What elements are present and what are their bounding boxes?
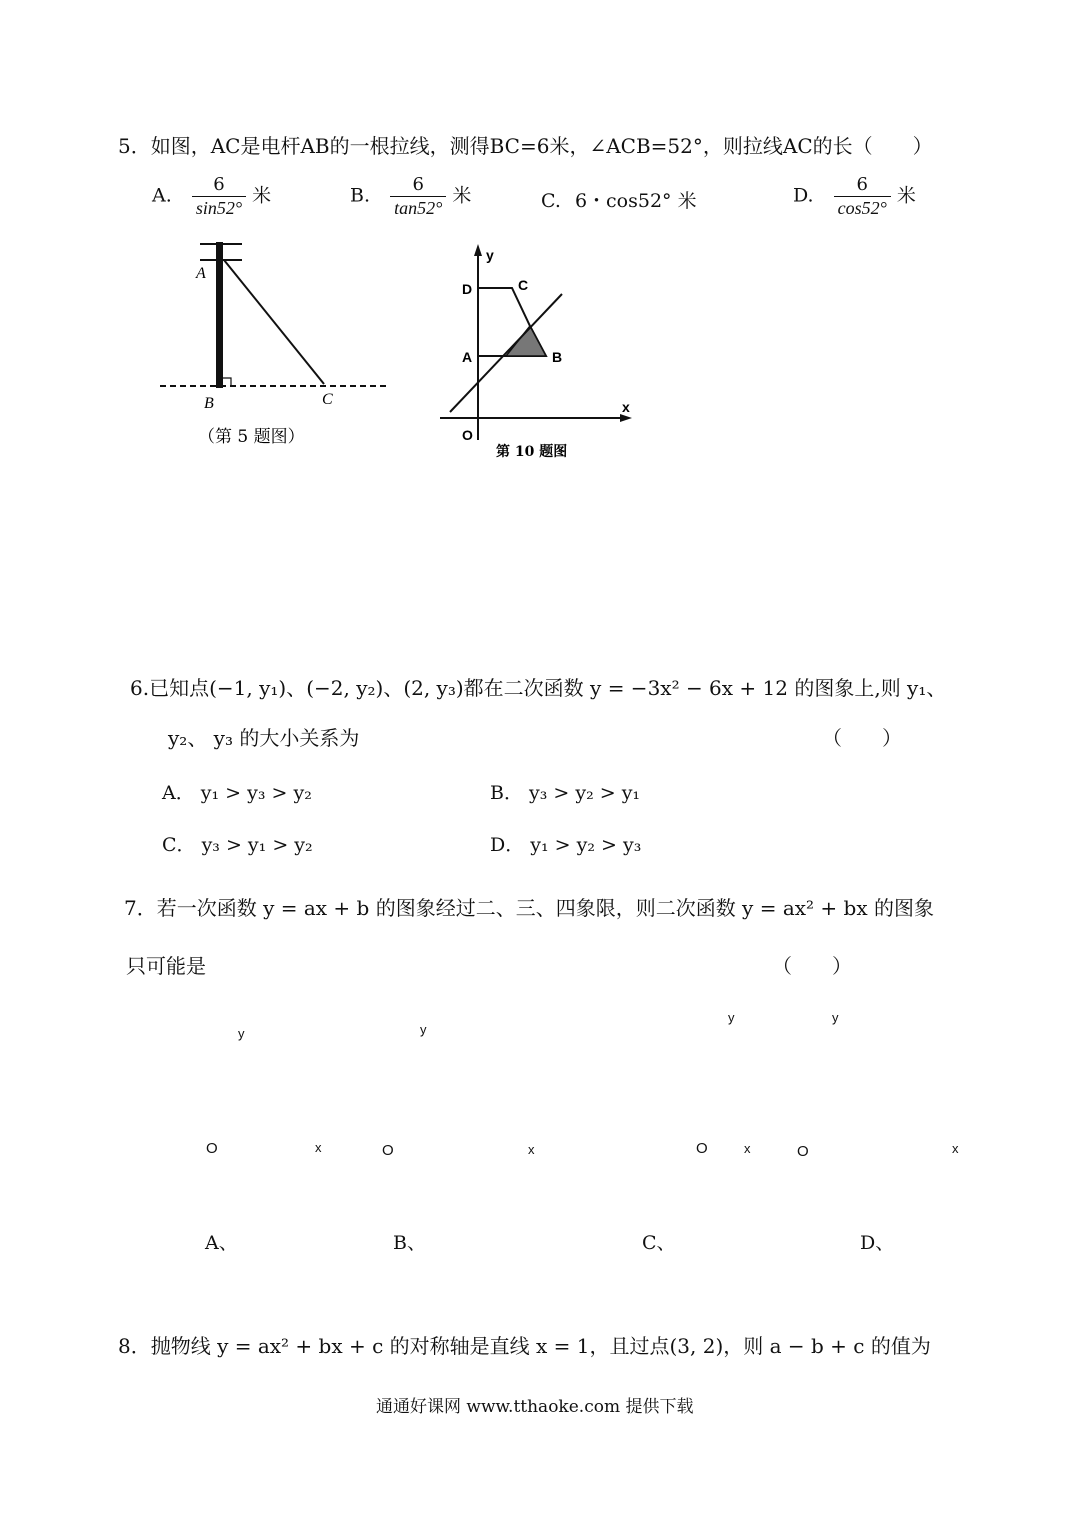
graph-c-y-label: y [728, 1010, 735, 1025]
q6-option-c: C． y₃ > y₁ > y₂ [162, 834, 313, 856]
question-6-stem-line1: 6.已知点(−1, y₁)、(−2, y₂)、(2, y₃)都在二次函数 y = −3x² − 6x + 12 的图象上,则 y₁、 [130, 676, 947, 700]
graph-d-origin-label: O [797, 1143, 809, 1160]
q5-figure-caption: （第 5 题图） [198, 427, 305, 447]
q10-figure [430, 240, 650, 470]
unit: 米 [896, 184, 916, 207]
option-label: A. [152, 184, 172, 207]
option-label: D. [793, 184, 814, 207]
question-5-stem: 5．如图，AC是电杆AB的一根拉线，测得BC=6米，∠ACB=52°，则拉线AC的长（ ） [118, 134, 933, 158]
label-y: y [486, 247, 494, 263]
q5-option-d [793, 174, 916, 219]
q5-figure [150, 230, 400, 460]
label-c: C [518, 277, 529, 293]
graph-b-origin-label: O [382, 1142, 394, 1159]
graph-d-option-label: D、 [860, 1232, 895, 1254]
question-7-stem-line2: 只可能是 [126, 954, 206, 978]
graph-a-y-label: y [238, 1026, 245, 1041]
unit: 米 [252, 184, 272, 207]
question-6-stem-line2: y₂、 y₃ 的大小关系为 [168, 726, 360, 750]
y-axis-arrow [474, 244, 482, 256]
label-a: A [462, 349, 473, 365]
fraction [192, 174, 246, 219]
graph-b-x-label: x [528, 1142, 535, 1157]
denominator: cos52° [837, 198, 887, 218]
unit: 米 [452, 184, 472, 207]
graph-b-y-label: y [420, 1022, 427, 1037]
option-label: C. [541, 190, 561, 212]
graph-a-option-label: A、 [205, 1232, 238, 1254]
numerator: 6 [834, 174, 891, 197]
right-angle-mark [223, 378, 231, 386]
question-7-stem-line1: 7．若一次函数 y = ax + b 的图象经过二、三、四象限，则二次函数 y = ax² + bx 的图象 [124, 896, 934, 920]
question-8-stem: 8．抛物线 y = ax² + bx + c 的对称轴是直线 x = 1，且过点(3, 2)，则 a − b + c 的值为 [118, 1334, 931, 1358]
denominator: tan52° [394, 198, 443, 218]
graph-d-x-label: x [952, 1141, 959, 1156]
question-6-answer-paren: （ ） [822, 726, 902, 750]
q6-option-b: B． y₃ > y₂ > y₁ [490, 782, 641, 804]
fraction [390, 174, 446, 219]
label-a: A [196, 265, 206, 282]
option-label: B. [350, 184, 371, 207]
page-footer: 通通好课网 www.tthaoke.com 提供下载 [376, 1397, 694, 1417]
graph-c-x-label: x [744, 1141, 751, 1156]
pole [216, 242, 223, 388]
q6-option-d: D． y₁ > y₂ > y₃ [490, 834, 642, 856]
label-c: C [322, 391, 333, 408]
x-axis-arrow [620, 414, 632, 422]
fraction [834, 174, 891, 219]
label-b: B [552, 349, 563, 365]
q10-figure-caption: 第 10 题图 [496, 444, 568, 460]
graph-a-x-label: x [315, 1140, 322, 1155]
q5-option-b [350, 174, 471, 219]
numerator: 6 [192, 174, 246, 197]
label-o: O [462, 427, 473, 443]
label-x: x [622, 399, 630, 415]
q5-option-a [152, 174, 271, 219]
denominator: sin52° [195, 198, 243, 218]
q5-option-c [541, 186, 697, 213]
numerator: 6 [390, 174, 446, 197]
graph-c-option-label: C、 [642, 1232, 676, 1254]
graph-a-origin-label: O [206, 1140, 218, 1157]
graph-b-option-label: B、 [393, 1232, 426, 1254]
guy-wire [224, 260, 324, 384]
graph-c-origin-label: O [696, 1140, 708, 1157]
question-7-answer-paren: （ ） [772, 954, 852, 978]
graph-d-y-label: y [832, 1010, 839, 1025]
label-d: D [462, 281, 473, 297]
label-b: B [204, 395, 214, 412]
option-text: 6・cos52° 米 [574, 190, 697, 212]
q6-option-a: A． y₁ > y₃ > y₂ [162, 782, 312, 804]
